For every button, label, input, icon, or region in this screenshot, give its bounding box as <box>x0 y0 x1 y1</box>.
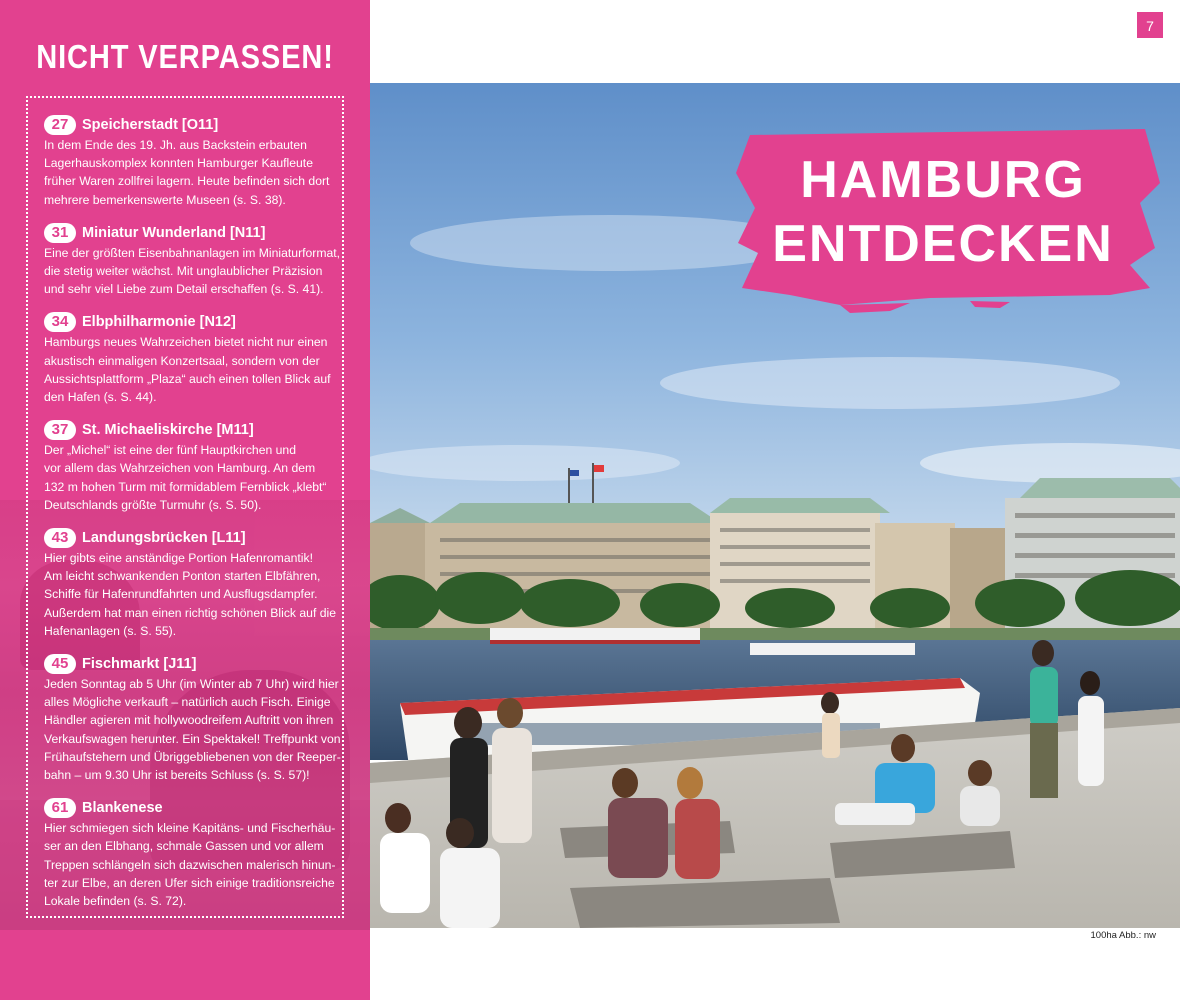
description-line: Treppen schlängeln sich dazwischen malerisch hinun- <box>44 857 336 872</box>
headline-line-2: ENTDECKEN <box>772 215 1114 273</box>
headline-line-1: HAMBURG <box>800 151 1086 209</box>
description-line: den Hafen (s. S. 44). <box>44 390 157 405</box>
description-line: Hafenanlagen (s. S. 55). <box>44 623 177 638</box>
description-line: In dem Ende des 19. Jh. aus Backstein erbauten <box>44 138 307 152</box>
description-line: ser an den Elbhang, schmale Gassen und vor allem <box>44 839 324 854</box>
description-line: Hier schmiegen sich kleine Kapitäns- und Fischerhäu- <box>44 821 336 836</box>
highlight-title: Speicherstadt [O11] <box>82 117 219 133</box>
description-line: Schiffe für Hafenrundfahrten und Ausflugsdampfer. <box>44 587 318 602</box>
highlight-entry-head <box>44 527 336 549</box>
highlight-title: St. Michaeliskirche [M11] <box>82 422 254 439</box>
page-number: 7 <box>1137 12 1163 38</box>
highlight-entry <box>44 311 336 406</box>
sidebar-title: NICHT VERPASSEN! <box>36 38 334 75</box>
description-line: Außerdem hat man einen richtig schönen Blick auf die <box>44 605 336 620</box>
highlight-number-badge: 34 <box>44 312 76 332</box>
description-line: vor allem das Wahrzeichen von Hamburg. An dem <box>44 461 316 476</box>
highlight-description <box>44 244 341 299</box>
highlight-entry <box>44 653 341 784</box>
highlight-description <box>44 441 336 514</box>
highlight-number-badge: 37 <box>44 420 76 440</box>
description-line: 132 m hohen Turm mit formidablem Fernblick „klebt“ <box>44 479 327 494</box>
highlights-list <box>44 114 341 923</box>
description-line: alles Mögliche verkauft – natürlich auch Fisch. Einige <box>44 695 331 710</box>
highlight-description <box>44 675 341 784</box>
description-line: Deutschlands größte Turmuhr (s. S. 50). <box>44 497 262 512</box>
description-line: Hamburgs neues Wahrzeichen bietet nicht nur einen <box>44 335 328 350</box>
highlight-entry-head <box>44 114 336 136</box>
description-line: Lokale befinden (s. S. 72). <box>44 894 187 909</box>
highlight-entry <box>44 114 336 209</box>
description-line: und sehr viel Liebe zum Detail erschaffen (s. S. 41). <box>44 282 324 297</box>
highlight-description <box>44 819 336 910</box>
highlight-number-badge: 27 <box>44 115 76 135</box>
description-line: früher Waren zollfrei lagern. Heute befinden sich dort <box>44 174 330 189</box>
description-line: Händler agieren mit hollywoodreifem Auftritt von ihren <box>44 713 334 728</box>
highlight-number-badge: 31 <box>44 223 76 243</box>
description-line: Am leicht schwankenden Ponton starten Elbfähren, <box>44 569 321 584</box>
description-line: Lagerhauskomplex konnten Hamburger Kaufleute <box>44 156 313 171</box>
description-line: Verkaufswagen herunter. Ein Spektakel! Treffpunkt von <box>44 731 341 746</box>
highlight-title: Elbphilharmonie [N12] <box>82 314 236 331</box>
highlight-description <box>44 549 336 640</box>
sidebar-highlights <box>0 0 370 1000</box>
highlight-entry-head <box>44 311 336 333</box>
highlight-title: Fischmarkt [J11] <box>82 656 197 673</box>
description-line: Der „Michel“ ist eine der fünf Hauptkirchen und <box>44 443 296 458</box>
highlight-description <box>44 136 336 209</box>
highlight-entry <box>44 527 336 640</box>
description-line: bahn – um 9.30 Uhr ist bereits Schluss (s. S. 57)! <box>44 768 310 783</box>
description-line: die stetig weiter wächst. Mit unglaublicher Präzision <box>44 264 323 279</box>
description-line: mehrere bemerkenswerte Museen (s. S. 38). <box>44 192 286 207</box>
highlight-entry <box>44 222 341 299</box>
highlight-title: Landungsbrücken [L11] <box>82 530 246 547</box>
highlight-entry <box>44 419 336 514</box>
photo-credit: 100ha Abb.: nw <box>1090 930 1156 941</box>
description-line: ter zur Elbe, an deren Ufer sich einige traditionsreiche <box>44 875 335 890</box>
highlight-entry <box>44 797 336 910</box>
highlight-entry-head <box>44 222 336 244</box>
highlight-number-badge: 61 <box>44 798 76 818</box>
sidebar-footer-band <box>0 930 370 1000</box>
description-line: Aussichtsplattform „Plaza“ auch einen tollen Blick auf <box>44 371 331 386</box>
highlight-title: Blankenese <box>82 800 163 817</box>
highlight-description <box>44 333 336 406</box>
highlight-number-badge: 43 <box>44 528 76 548</box>
binnenalster-photo <box>370 83 1180 928</box>
description-line: Frühaufstehern und Übriggebliebenen von der Reeper- <box>44 749 341 764</box>
cover-photo <box>370 83 1180 928</box>
highlight-title: Miniatur Wunderland [N11] <box>82 224 266 241</box>
highlight-entry-head <box>44 797 336 819</box>
description-line: Hier gibts eine anständige Portion Hafenromantik! <box>44 551 313 566</box>
highlight-number-badge: 45 <box>44 654 76 674</box>
description-line: akustisch einmaligen Konzertsaal, sondern von der <box>44 353 320 368</box>
highlight-entry-head <box>44 653 336 675</box>
description-line: Jeden Sonntag ab 5 Uhr (im Winter ab 7 Uhr) wird hier <box>44 677 339 692</box>
description-line: Eine der größten Eisenbahnanlagen im Miniaturformat, <box>44 245 341 260</box>
highlight-entry-head <box>44 419 336 441</box>
